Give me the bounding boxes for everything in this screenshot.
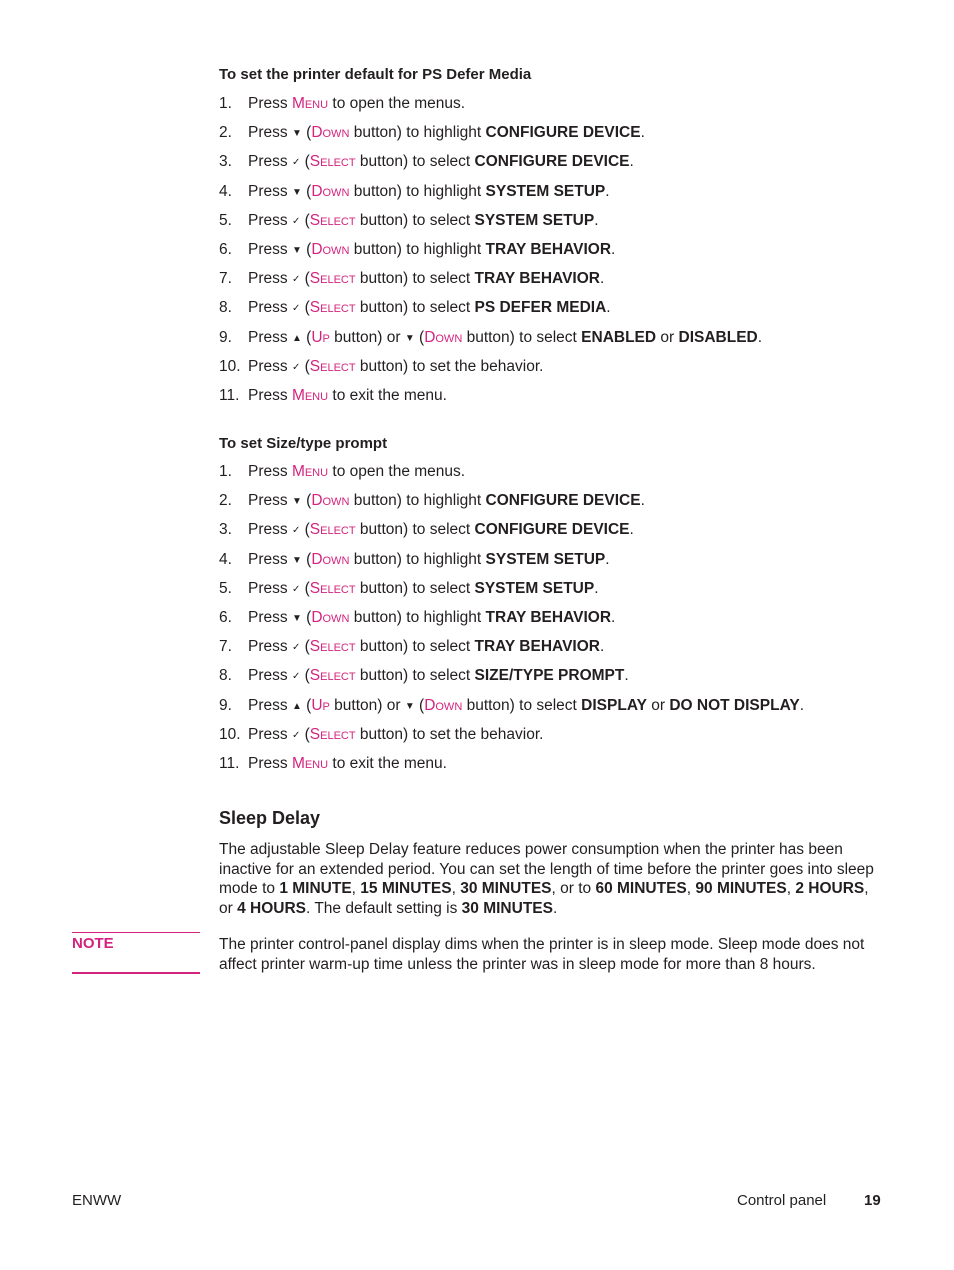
step-text: button) to set the behavior. xyxy=(355,357,544,375)
step-number: 11. xyxy=(219,387,240,404)
step-text: , xyxy=(451,880,461,897)
step-number: 4. xyxy=(219,182,232,200)
step-text: Press xyxy=(248,182,292,200)
menu-option: TRAY BEHAVIOR xyxy=(485,609,612,626)
step-text: , or to xyxy=(551,880,596,897)
down-arrow-icon: ▼ xyxy=(291,554,302,566)
step-text: ( xyxy=(301,492,312,510)
note-bottom-rule xyxy=(72,972,200,974)
step-text: button) to highlight xyxy=(349,241,486,258)
menu-option: PS DEFER MEDIA xyxy=(474,299,607,317)
step-text: ( xyxy=(300,667,310,685)
down-arrow-icon: ▼ xyxy=(291,613,302,624)
step-number: 10. xyxy=(219,725,241,743)
step-body xyxy=(248,463,465,481)
checkmark-icon: ✓ xyxy=(291,303,301,315)
step-text: . The default setting is xyxy=(306,899,462,917)
step-text: . xyxy=(611,241,616,258)
down-arrow-icon: ▼ xyxy=(291,496,302,508)
step-text: Press xyxy=(248,463,292,480)
button-name: Down xyxy=(424,328,463,346)
step-number: 7. xyxy=(219,638,232,656)
menu-option: ENABLED xyxy=(581,328,657,346)
step-body xyxy=(248,124,645,142)
step-body xyxy=(248,95,465,113)
step-text: , xyxy=(786,880,796,897)
menu-option: TRAY BEHAVIOR xyxy=(474,638,600,656)
step-text: or xyxy=(646,696,670,714)
step-text: to exit the menu. xyxy=(328,387,447,404)
up-arrow-icon: ▲ xyxy=(291,332,302,344)
step-text: ( xyxy=(301,550,312,568)
step-text: ( xyxy=(301,182,312,200)
checkmark-icon: ✓ xyxy=(291,642,301,654)
button-name: Select xyxy=(309,521,356,539)
footer-section: Control panel xyxy=(737,1192,827,1209)
step-number: 3. xyxy=(219,521,232,539)
step-number: 1. xyxy=(219,95,232,112)
step-text: button) to select xyxy=(355,579,475,597)
button-name: Down xyxy=(311,609,350,626)
step-text: or xyxy=(656,328,679,346)
step-body xyxy=(248,270,604,288)
step-text: Press xyxy=(248,492,292,510)
menu-option: 1 MINUTE xyxy=(279,880,352,897)
menu-option: DISPLAY xyxy=(581,696,647,714)
checkmark-icon: ✓ xyxy=(291,583,301,595)
step-body xyxy=(248,551,610,569)
down-arrow-icon: ▼ xyxy=(291,128,302,140)
menu-option: 60 MINUTES xyxy=(595,880,687,897)
step-text: . xyxy=(594,211,599,229)
step-text: . xyxy=(599,270,605,288)
step-number: 2. xyxy=(219,492,232,510)
step-text: Press xyxy=(248,95,292,112)
step-text: to open the menus. xyxy=(328,463,466,480)
step-text: ( xyxy=(301,609,312,626)
step-text: Press xyxy=(248,241,292,258)
checkmark-icon: ✓ xyxy=(291,361,301,373)
step-body xyxy=(248,726,543,744)
menu-option: 15 MINUTES xyxy=(360,880,452,897)
menu-option: SIZE/TYPE PROMPT xyxy=(474,667,625,685)
step-text: button) to highlight xyxy=(349,609,486,626)
menu-option: 4 HOURS xyxy=(237,899,306,917)
sleep-delay-title: Sleep Delay xyxy=(219,808,321,828)
step-number: 11. xyxy=(219,755,240,772)
step-text: Press xyxy=(248,609,292,626)
up-arrow-icon: ▲ xyxy=(291,700,302,712)
step-text: button) to set the behavior. xyxy=(355,725,544,743)
sleep-delay-paragraph xyxy=(219,840,874,918)
step-text: button) to select xyxy=(355,211,475,229)
step-number: 5. xyxy=(219,579,232,597)
step-text: ( xyxy=(300,211,310,229)
step-text: Press xyxy=(248,696,292,714)
button-name: Select xyxy=(309,579,356,597)
step-body xyxy=(248,609,615,627)
step-text: Press xyxy=(248,387,292,404)
step-text: . xyxy=(606,299,611,317)
button-name: Down xyxy=(424,696,463,714)
step-text: to open the menus. xyxy=(328,95,466,112)
step-text: button) to select xyxy=(355,270,475,288)
button-name: Down xyxy=(311,550,350,568)
down-arrow-icon: ▼ xyxy=(404,332,415,344)
menu-option: DO NOT DISPLAY xyxy=(669,696,800,714)
step-text: . xyxy=(605,550,610,568)
step-text: button) to select xyxy=(355,667,475,685)
step-text: . xyxy=(640,124,645,142)
step-text: ( xyxy=(301,124,312,142)
step-text: ( xyxy=(414,696,425,714)
note-text: The printer control-panel display dims when the printer is in sleep mode. Sleep mode does not affect printer warm-up time unless the printer was in sleep mode for more than 8 hours. xyxy=(219,936,865,973)
step-body xyxy=(248,667,629,685)
step-text: to exit the menu. xyxy=(328,755,447,772)
step-text: . xyxy=(799,696,804,714)
button-name: Select xyxy=(309,211,356,229)
menu-option: TRAY BEHAVIOR xyxy=(485,241,612,258)
button-name: Menu xyxy=(291,463,329,480)
step-body xyxy=(248,755,447,773)
step-number: 9. xyxy=(219,696,232,714)
menu-option: DISABLED xyxy=(678,328,758,346)
button-name: Down xyxy=(311,124,350,142)
checkmark-icon: ✓ xyxy=(291,215,301,227)
step-text: ( xyxy=(301,241,312,258)
step-text: . xyxy=(629,153,634,171)
step-text: Press xyxy=(248,725,292,743)
step-body xyxy=(248,329,762,347)
step-text: button) to select xyxy=(462,696,582,714)
button-name: Select xyxy=(309,725,356,743)
button-name: Up xyxy=(311,328,330,346)
step-text: button) or xyxy=(329,696,405,714)
step-text: ( xyxy=(300,357,310,375)
checkmark-icon: ✓ xyxy=(291,274,301,286)
menu-option: SYSTEM SETUP xyxy=(474,211,595,229)
step-text: Press xyxy=(248,521,292,539)
checkmark-icon: ✓ xyxy=(291,671,301,683)
step-number: 7. xyxy=(219,270,232,288)
down-arrow-icon: ▼ xyxy=(404,700,415,712)
checkmark-icon: ✓ xyxy=(291,729,301,741)
button-name: Select xyxy=(309,638,356,656)
step-number: 1. xyxy=(219,463,232,480)
step-text: ( xyxy=(301,696,312,714)
step-text: ( xyxy=(300,153,310,171)
step-text: Press xyxy=(248,357,292,375)
checkmark-icon: ✓ xyxy=(291,525,301,537)
button-name: Select xyxy=(309,270,356,288)
menu-option: CONFIGURE DEVICE xyxy=(474,521,630,539)
step-text: ( xyxy=(300,579,310,597)
button-name: Menu xyxy=(291,755,329,772)
checkmark-icon: ✓ xyxy=(291,157,301,169)
step-text: button) to select xyxy=(462,328,582,346)
step-text: . xyxy=(629,521,634,539)
step-text: Press xyxy=(248,579,292,597)
step-text: Press xyxy=(248,124,292,142)
step-text: . xyxy=(611,609,616,626)
step-text: Press xyxy=(248,667,292,685)
footer-left: ENWW xyxy=(72,1192,122,1209)
step-text: Press xyxy=(248,755,292,772)
step-body xyxy=(248,697,804,715)
button-name: Menu xyxy=(291,95,329,112)
menu-option: SYSTEM SETUP xyxy=(485,550,606,568)
menu-option: 90 MINUTES xyxy=(695,880,787,897)
step-text: button) to select xyxy=(355,521,475,539)
step-text: ( xyxy=(300,725,310,743)
step-text: ( xyxy=(414,328,425,346)
button-name: Select xyxy=(309,667,356,685)
step-text: ( xyxy=(300,638,310,656)
menu-option: TRAY BEHAVIOR xyxy=(474,270,600,288)
step-number: 6. xyxy=(219,241,232,258)
section-heading-ps-defer-media: To set the printer default for PS Defer Media xyxy=(219,66,532,83)
note-top-rule xyxy=(72,932,200,933)
step-body xyxy=(248,358,543,376)
step-body xyxy=(248,580,599,598)
step-text: . xyxy=(594,579,599,597)
step-body xyxy=(248,521,634,539)
step-text: button) to highlight xyxy=(349,124,486,142)
step-text: Press xyxy=(248,211,292,229)
menu-option: SYSTEM SETUP xyxy=(474,579,595,597)
step-text: , xyxy=(686,880,696,897)
step-body xyxy=(248,212,599,230)
section-heading-size-type-prompt: To set Size/type prompt xyxy=(219,435,388,452)
step-text: Press xyxy=(248,270,292,288)
step-number: 2. xyxy=(219,124,232,142)
menu-option: CONFIGURE DEVICE xyxy=(485,124,641,142)
step-text: button) to select xyxy=(355,153,475,171)
step-text: ( xyxy=(300,521,310,539)
step-text: . xyxy=(605,182,610,200)
step-body xyxy=(248,387,447,405)
menu-option: 30 MINUTES xyxy=(460,880,552,897)
button-name: Menu xyxy=(291,387,329,404)
step-number: 5. xyxy=(219,211,232,229)
step-body xyxy=(248,241,615,259)
step-body xyxy=(248,153,634,171)
step-text: ( xyxy=(301,328,312,346)
step-number: 10. xyxy=(219,357,241,375)
step-text: Press xyxy=(248,153,292,171)
step-body xyxy=(248,183,610,201)
step-text: , xyxy=(351,880,361,897)
page-number: 19 xyxy=(864,1192,881,1209)
step-body xyxy=(248,299,611,317)
step-text: Press xyxy=(248,638,292,656)
step-number: 4. xyxy=(219,550,232,568)
menu-option: SYSTEM SETUP xyxy=(485,182,606,200)
step-text: button) to highlight xyxy=(349,182,486,200)
step-text: ( xyxy=(300,299,310,317)
step-text: . xyxy=(757,328,763,346)
button-name: Select xyxy=(309,153,356,171)
menu-option: 2 HOURS xyxy=(795,880,865,897)
menu-option: CONFIGURE DEVICE xyxy=(485,492,641,510)
step-body xyxy=(248,638,604,656)
button-name: Down xyxy=(311,492,350,510)
step-text: button) to highlight xyxy=(349,550,486,568)
menu-option: CONFIGURE DEVICE xyxy=(474,153,630,171)
down-arrow-icon: ▼ xyxy=(291,186,302,198)
step-text: The adjustable Sleep Delay feature reduces power consumption when the printer has been inactive for an extended period. You can set the length of time before the printer goes into sleep mode to xyxy=(219,841,874,897)
step-text: button) to select xyxy=(355,299,475,317)
button-name: Down xyxy=(311,241,350,258)
step-text: . xyxy=(624,667,629,685)
step-text: . xyxy=(552,899,558,917)
step-text: ( xyxy=(300,270,310,288)
step-text: . xyxy=(640,492,645,510)
button-name: Select xyxy=(309,299,356,317)
step-text: Press xyxy=(248,299,292,317)
step-text: . xyxy=(599,638,605,656)
step-text: Press xyxy=(248,328,292,346)
down-arrow-icon: ▼ xyxy=(291,245,302,256)
note-label: NOTE xyxy=(72,935,114,952)
step-number: 9. xyxy=(219,328,232,346)
step-body xyxy=(248,492,645,510)
button-name: Up xyxy=(311,696,330,714)
step-number: 6. xyxy=(219,609,232,626)
menu-option: 30 MINUTES xyxy=(461,899,553,917)
step-text: , or xyxy=(219,880,869,917)
button-name: Select xyxy=(309,357,356,375)
step-number: 3. xyxy=(219,153,232,171)
step-text: button) to highlight xyxy=(349,492,486,510)
step-number: 8. xyxy=(219,299,232,317)
step-number: 8. xyxy=(219,667,232,685)
step-text: button) or xyxy=(329,328,405,346)
button-name: Down xyxy=(311,182,350,200)
step-text: button) to select xyxy=(355,638,475,656)
step-text: Press xyxy=(248,550,292,568)
